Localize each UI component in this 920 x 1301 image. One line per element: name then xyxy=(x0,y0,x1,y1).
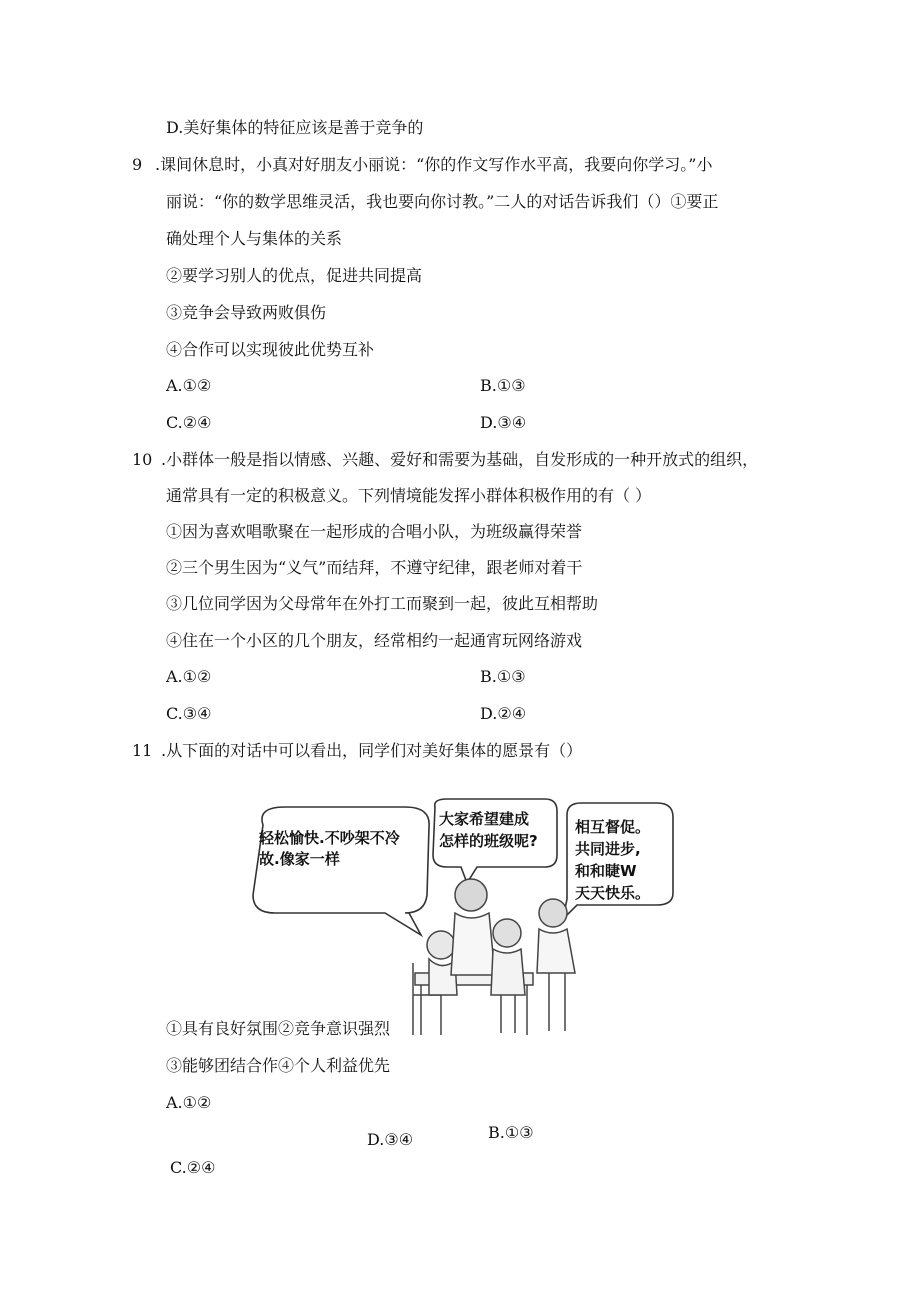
q9-option-b: B.①③ xyxy=(480,376,526,395)
q8-option-d: D.美好集体的特征应该是善于竞争的 xyxy=(166,118,424,137)
q11-option-c: C.②④ xyxy=(170,1158,216,1177)
q10-item-4: ④住在一个小区的几个朋友，经常相约一起通宵玩网络游戏 xyxy=(166,631,583,650)
q10-item-1: ①因为喜欢唱歌聚在一起形成的合唱小队，为班级赢得荣誉 xyxy=(166,522,583,541)
q9-option-d: D.③④ xyxy=(480,413,527,432)
q9-stem-line3: 确处理个人与集体的关系 xyxy=(166,229,343,248)
q11-item-2: ③能够团结合作④个人利益优先 xyxy=(166,1056,391,1075)
q11-number: 11 xyxy=(132,741,153,760)
q11-stem: .从下面的对话中可以看出，同学们对美好集体的愿景有（） xyxy=(161,741,583,760)
q9-item-3: ③竞争会导致两败俱伤 xyxy=(166,303,327,322)
q9-number: 9 xyxy=(132,155,143,174)
class-discussion-illustration xyxy=(245,795,685,1040)
q10-stem-line2: 通常具有一定的积极意义。下列情境能发挥小群体积极作用的有（ ） xyxy=(166,486,652,505)
q10-number: 10 xyxy=(132,450,153,469)
q11-option-a: A.①② xyxy=(166,1093,212,1112)
q10-option-b: B.①③ xyxy=(480,667,526,686)
q11-option-d: D.③④ xyxy=(367,1130,414,1149)
q9-option-a: A.①② xyxy=(166,376,212,395)
right-bubble-line1: 相互督促。 xyxy=(575,818,651,836)
q9-stem-line1: .课间休息时，小真对好朋友小丽说：“你的作文写作水平高，我要向你学习。”小 xyxy=(155,155,713,174)
q9-item-4: ④合作可以实现彼此优势互补 xyxy=(166,340,375,359)
q9-item-2: ②要学习别人的优点，促进共同提高 xyxy=(166,266,423,285)
q11-item-1: ①具有良好氛围②竞争意识强烈 xyxy=(166,1019,391,1038)
q10-option-d: D.②④ xyxy=(480,704,527,723)
q10-stem-line1: .小群体一般是指以情感、兴趣、爱好和需要为基础，自发形成的一种开放式的组织， xyxy=(161,450,759,469)
left-bubble-line2: 故.像家一样 xyxy=(259,850,340,868)
q11-option-b: B.①③ xyxy=(488,1123,534,1142)
q9-stem-line2: 丽说：“你的数学思维灵活，我也要向你讨教。”二人的对话告诉我们（）①要正 xyxy=(166,192,719,211)
right-bubble-line3: 和和睫W xyxy=(575,862,637,880)
q10-item-2: ②三个男生因为“义气”而结拜，不遵守纪律，跟老师对着干 xyxy=(166,558,583,577)
right-bubble-line2: 共同进步, xyxy=(575,840,641,858)
middle-bubble-line1: 大家希望建成 xyxy=(439,810,530,828)
q10-item-3: ③几位同学因为父母常年在外打工而聚到一起，彼此互相帮助 xyxy=(166,594,599,613)
right-bubble-line4: 天天快乐。 xyxy=(575,884,651,902)
middle-bubble-line2: 怎样的班级呢? xyxy=(439,832,538,850)
left-speech-bubble xyxy=(253,807,429,935)
q10-option-a: A.①② xyxy=(166,667,212,686)
q10-option-c: C.③④ xyxy=(166,704,212,723)
children-and-table xyxy=(413,879,575,1035)
q9-option-c: C.②④ xyxy=(166,413,212,432)
left-bubble-line1: 轻松愉快.不吵架不冷 xyxy=(259,829,400,847)
